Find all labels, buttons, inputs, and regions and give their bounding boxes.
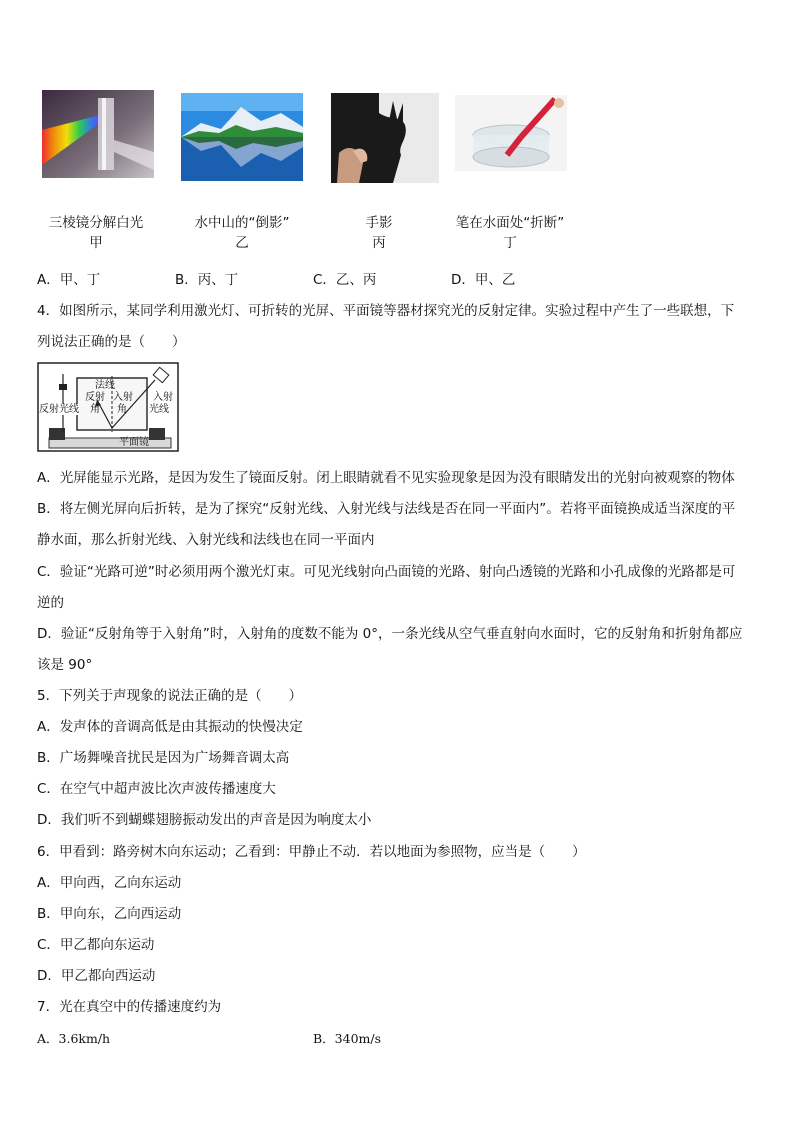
q4-option-a[interactable]: A．光屏能显示光路，是因为发生了镜面反射。闭上眼睛就看不见实验现象是因为没有眼睛发出的光射向被观察的物体 — [37, 470, 735, 486]
q4-option-b-cont: 静水面，那么折射光线、入射光线和法线也在同一平面内 — [37, 532, 375, 548]
q4-option-c[interactable]: C．验证“光路可逆”时必须用两个激光灯束。可见光线射向凸面镜的光路、射向凸透镜的光路和小孔成像的光路都是可 — [37, 564, 736, 580]
q3-option-d[interactable]: D．甲、乙 — [451, 272, 516, 288]
q5-stem: 5．下列关于声现象的说法正确的是（ ） — [37, 688, 303, 704]
bent-pencil-photo — [455, 95, 567, 171]
figure-caption: 三棱镜分解白光 甲 — [48, 215, 144, 251]
q6-option-c[interactable]: C．甲乙都向东运动 — [37, 937, 155, 953]
q4-option-d[interactable]: D．验证“反射角等于入射角”时，入射角的度数不能为 0°，一条光线从空气垂直射向水面时，它的反射角和折射角都应 — [37, 626, 743, 642]
reflection-diagram — [37, 362, 179, 452]
figure-caption: 手影 丙 — [365, 215, 393, 251]
q4-stem: 4．如图所示，某同学利用激光灯、可折转的光屏、平面镜等器材探究光的反射定律。实验过程中产生了一些联想，下 — [37, 303, 735, 319]
q6-stem: 6．甲看到：路旁树木向东运动；乙看到：甲静止不动．若以地面为参照物，应当是（ ） — [37, 844, 586, 860]
mirror-label: 平面镜 — [119, 437, 149, 448]
q5-option-d[interactable]: D．我们听不到蝴蝶翅膀振动发出的声音是因为响度太小 — [37, 812, 372, 828]
mountain-reflection-photo — [181, 93, 303, 181]
reflect-angle-label-2: 角 — [90, 404, 100, 415]
prism-photo — [42, 90, 154, 178]
q4-option-b[interactable]: B．将左侧光屏向后折转，是为了探究“反射光线、入射光线与法线是否在同一平面内”。若将平面镜换成适当深度的平 — [37, 501, 736, 517]
figure-caption: 水中山的“倒影” 乙 — [194, 215, 290, 251]
reflect-angle-label: 反射 — [85, 392, 105, 403]
q5-option-c[interactable]: C．在空气中超声波比次声波传播速度大 — [37, 781, 276, 797]
q3-option-c[interactable]: C．乙、丙 — [313, 272, 377, 288]
q4-option-d-cont: 该是 90° — [37, 657, 93, 673]
q5-option-b[interactable]: B．广场舞噪音扰民是因为广场舞音调太高 — [37, 750, 290, 766]
normal-label: 法线 — [95, 380, 115, 391]
q7-stem: 7．光在真空中的传播速度约为 — [37, 999, 222, 1015]
q4-stem-cont: 列说法正确的是（ ） — [37, 334, 186, 350]
q6-option-d[interactable]: D．甲乙都向西运动 — [37, 968, 156, 984]
q5-option-a[interactable]: A．发声体的音调高低是由其振动的快慢决定 — [37, 719, 303, 735]
figure-caption: 笔在水面处“折断” 丁 — [455, 215, 565, 251]
q4-option-c-cont: 逆的 — [37, 595, 64, 611]
incident-angle-label: 入射 — [113, 392, 133, 403]
q7-option-b[interactable]: B．340m/s — [313, 1031, 382, 1046]
q3-option-a[interactable]: A．甲、丁 — [37, 272, 101, 288]
q3-option-b[interactable]: B．丙、丁 — [175, 272, 239, 288]
incident-angle-label-2: 角 — [117, 404, 127, 415]
q7-option-a[interactable]: A．3.6km/h — [37, 1031, 111, 1046]
q6-option-a[interactable]: A．甲向西，乙向东运动 — [37, 875, 182, 891]
reflected-ray-label: 反射光线 — [39, 404, 79, 415]
incident-ray-label: 入射 — [153, 392, 173, 403]
q6-option-b[interactable]: B．甲向东，乙向西运动 — [37, 906, 182, 922]
hand-shadow-photo — [331, 93, 439, 183]
incident-ray-label-2: 光线 — [149, 404, 169, 415]
